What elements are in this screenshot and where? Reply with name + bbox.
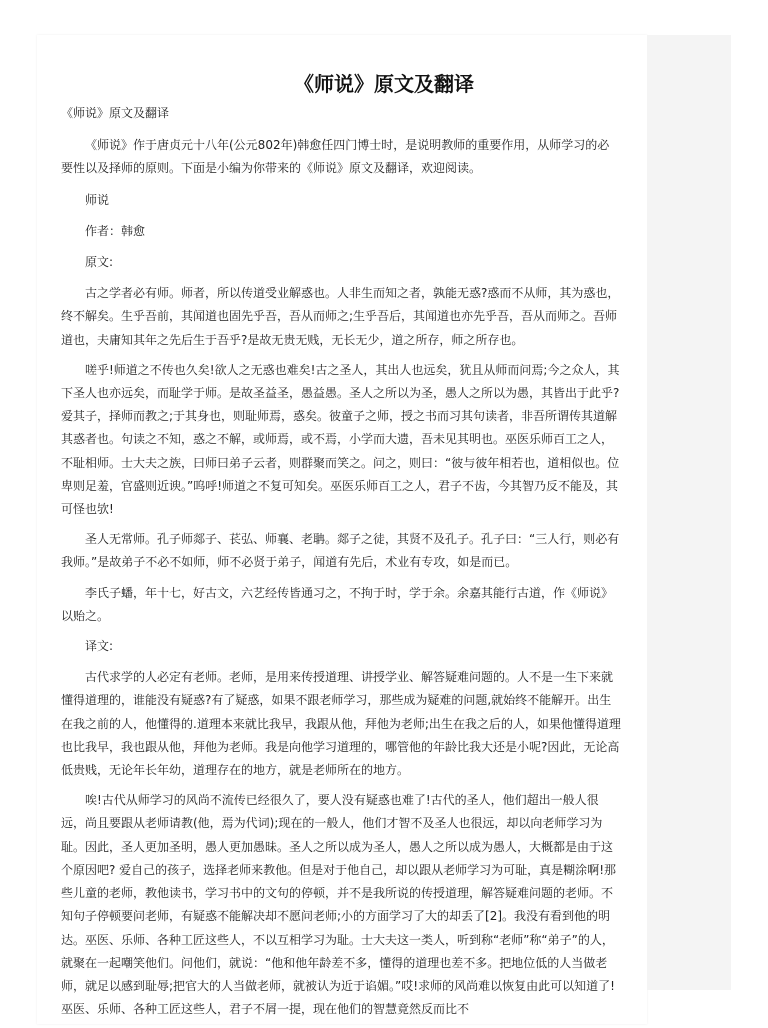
original-heading: 原文: (85, 255, 114, 270)
original-paragraph: 圣人无常师。孔子师郯子、苌弘、师襄、老聃。郯子之徒，其贤不及孔子。孔子曰：“三人行，则必有我师。”是故弟子不必不如师，师不必贤于弟子，闻道有先后，术业有专攻，如是而已。 (61, 532, 620, 570)
translation-paragraph: 古代求学的人必定有老师。老师，是用来传授道理、讲授学业、解答疑难问题的。人不是一生下来就懂得道理的，谁能没有疑惑?有了疑惑，如果不跟老师学习，那些成为疑难的问题,就始终不能解开。出生在我之前的人，他懂得的.道理本来就比我早，我跟从他，拜他为老师;出生在我之后的人，如果他懂得道理也比我早，我也跟从他，拜他为老师。我是向他学习道理的，哪管他的年龄比我大还是小呢?因此，无论高低贵贱，无论年长年幼，道理存在的地方，就是老师所在的地方。 (61, 670, 621, 778)
work-title: 师说 (85, 192, 110, 207)
document-body (61, 102, 621, 1028)
document-subtitle: 《师说》原文及翻译 (61, 106, 170, 120)
original-paragraph: 古之学者必有师。师者，所以传道受业解惑也。人非生而知之者，孰能无惑?惑而不从师，其为惑也，终不解矣。生乎吾前，其闻道也固先乎吾，吾从而师之;生乎吾后，其闻道也亦先乎吾，吾从而师之。吾师道也，夫庸知其年之先后生于吾乎?是故无贵无贱，无长无少，道之所存，师之所存也。 (61, 286, 620, 347)
original-paragraph: 李氏子蟠，年十七，好古文，六艺经传皆通习之，不拘于时，学于余。余嘉其能行古道，作《师说》以贻之。 (61, 585, 614, 623)
translation-heading: 译文: (85, 639, 114, 654)
document-title: 《师说》原文及翻译 (294, 72, 474, 96)
author-line: 作者：韩愈 (85, 223, 146, 238)
translation-paragraph: 唉!古代从师学习的风尚不流传已经很久了，要人没有疑惑也难了!古代的圣人，他们超出一般人很远，尚且要跟从老师请教(他，焉为代词);现在的一般人，他们才智不及圣人也很远，却以向老师学习为耻。因此，圣人更加圣明，愚人更加愚昧。圣人之所以成为圣人，愚人之所以成为愚人，大概都是由于这个原因吧? 爱自己的孩子，选择老师来教他。但是对于他自己，却以跟从老师学习为可耻，真是糊涂啊!那些儿童的老师，教他读书，学习书中的文句的停顿，并不是我所说的传授道理，解答疑难问题的老师。不知句子停顿要问老师，有疑惑不能解决却不愿问老师;小的方面学习了大的却丢了[2]。我没有看到他的明达。巫医、乐师、各种工匠这些人，不以互相学习为耻。士大夫这一类人，听到称“老师”称“弟子”的人，就聚在一起嘲笑他们。问他们，就说：“他和他年龄差不多，懂得的道理也差不多。把地位低的人当做老师，就足以感到耻辱;把官大的人当做老师，就被认为近于谄媚。”哎!求师的风尚难以恢复由此可以知道了!巫医、乐师、各种工匠这些人，君子不屑一提，现在他们的智慧竟然反而比不 (61, 793, 616, 1017)
original-paragraph: 嗟乎!师道之不传也久矣!欲人之无惑也难矣!古之圣人，其出人也远矣，犹且从师而问焉;今之众人，其下圣人也亦远矣，而耻学于师。是故圣益圣，愚益愚。圣人之所以为圣，愚人之所以为愚，其皆出于此乎?爱其子，择师而教之;于其身也，则耻师焉，惑矣。彼童子之师，授之书而习其句读者，非吾所谓传其道解其惑者也。句读之不知，惑之不解，或师焉，或不焉，小学而大遗，吾未见其明也。巫医乐师百工之人，不耻相师。士大夫之族，曰师曰弟子云者，则群聚而笑之。问之，则曰：“彼与彼年相若也，道相似也。位卑则足羞，官盛则近谀。”呜呼!师道之不复可知矣。巫医乐师百工之人，君子不齿，今其智乃反不能及，其可怪也欤! (61, 362, 620, 517)
intro-paragraph: 《师说》作于唐贞元十八年(公元802年)韩愈任四门博士时，是说明教师的重要作用，从师学习的必要性以及择师的原则。下面是小编为你带来的《师说》原文及翻译，欢迎阅读。 (61, 138, 610, 176)
side-panel (647, 35, 731, 990)
